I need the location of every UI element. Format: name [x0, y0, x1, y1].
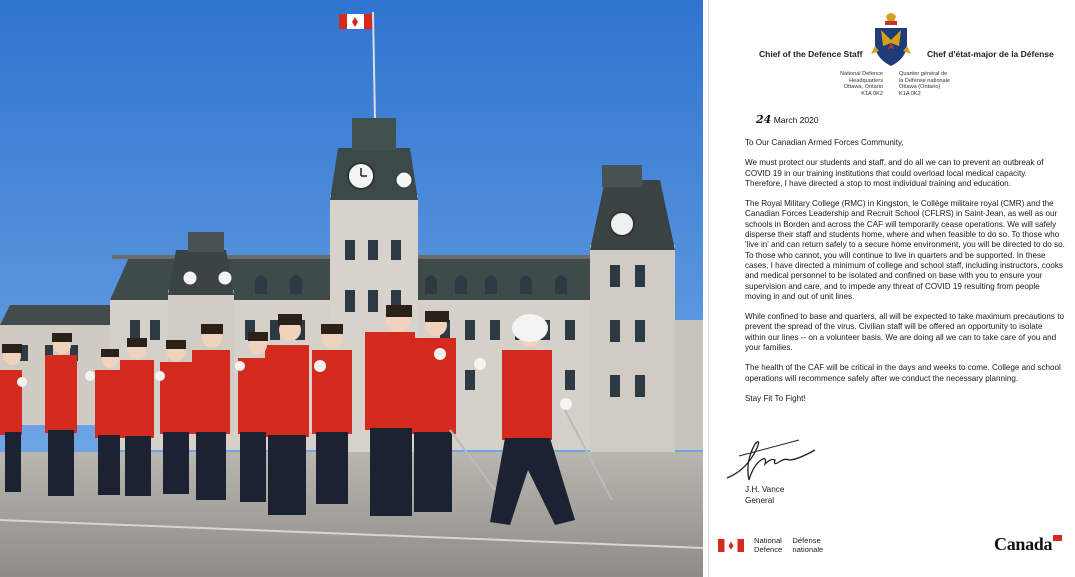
address-fr: [899, 71, 979, 97]
wordmark-flag-icon: [1053, 535, 1062, 541]
address-fr-line: Ottawa (Ontario): [899, 84, 941, 91]
letterhead-title-en: Chief of the Defence Staff: [759, 49, 863, 59]
footer-dept-en-line: National: [754, 536, 782, 545]
address-en-line: Headquarters: [849, 77, 883, 84]
salutation: To Our Canadian Armed Forces Community,: [745, 138, 904, 147]
footer-dept-fr-line: nationale: [792, 545, 824, 554]
canadian-armed-forces-crest-icon: [869, 10, 913, 68]
letter-body: [745, 138, 1065, 414]
closing: Stay Fit To Fight!: [745, 393, 806, 403]
letterhead-title-fr: Chef d'état-major de la Défense: [927, 49, 1054, 59]
address-en: [835, 71, 883, 97]
paragraph: The health of the CAF will be critical in the days and weeks to come. College and school operations will recommence safely after we conduct the necessary planning.: [745, 363, 1061, 383]
footer-dept-fr: [792, 536, 823, 554]
address-fr-line: Quartier général de: [899, 71, 948, 77]
letter-date: [756, 113, 819, 126]
paragraph: While confined to base and quarters, all will be expected to take maximum precautions to prevent the spread of the virus. Civilian staff will be offered an opportunity to isolate within our lines -- on a volunteer basis. We are doing all we can to take care of you and your families.: [745, 312, 1064, 353]
footer-dept-en: [754, 536, 782, 554]
signatory-name: J.H. Vance: [745, 485, 785, 494]
handwritten-signature-icon: [719, 430, 819, 490]
paragraph: We must protect our students and staff, and do all we can to prevent an outbreak of COVID 19 in our training institutions that could overload local medical capacity. Therefore, I have directed a stop to most individual training and education.: [745, 158, 1044, 188]
canada-wordmark-text: Canada: [994, 534, 1053, 554]
address-en-line: K1A 0K2: [861, 90, 883, 97]
signatory-rank: General: [745, 495, 775, 505]
date-month-year: March 2020: [773, 115, 819, 125]
address-fr-line: la Défense nationale: [899, 77, 951, 84]
address-fr-line: K1A 0K2: [899, 90, 921, 97]
footer-dept-en-line: Defence: [754, 545, 783, 554]
footer-dept-fr-line: Défense: [792, 536, 821, 545]
paragraph: The Royal Military College (RMC) in Kingston, le Collège militaire royal (CMR) and the Canadian Forces Leadership and Recruit School (CFLRS) in Saint-Jean, as well as our schools in Borden and across the CAF will temporarily cease operations. We will safely disperse their staff and students home, where and when feasible to do so. To those who 'live in' and can return safely to a secure home environment, you will be directed to do so. To those who cannot, you will continue to live in quarters and be supported. In these cases, I have directed a minimum of college and school staff, including instructors, cooks and medical personnel to be isolated and confined on base with you to ensure your supervision and care, and to impede any threat of COVID 19 resulting from people moving in and out of unit lines.: [745, 199, 1065, 301]
canada-wordmark: [994, 534, 1062, 555]
canada-flag-icon: [718, 539, 744, 552]
address-en-line: Ottawa, Ontario: [843, 84, 883, 91]
date-day: 24: [756, 113, 772, 126]
cds-letter: [708, 0, 1075, 577]
signatory: [745, 485, 784, 506]
address-en-line: National Defence: [840, 71, 883, 77]
footer-department: [754, 536, 831, 554]
